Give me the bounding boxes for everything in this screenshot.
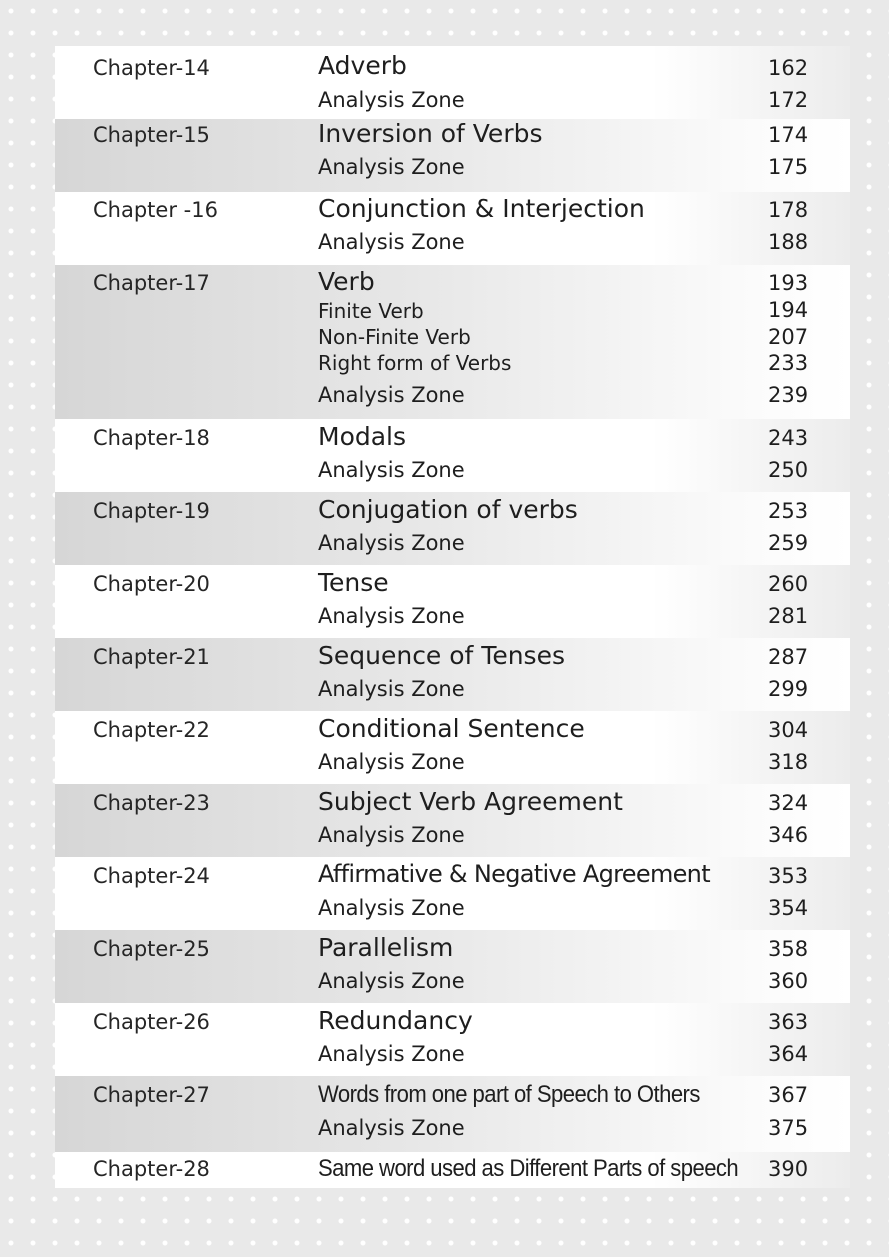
chapter-label: Chapter-24: [93, 864, 210, 888]
entry-title: Analysis Zone: [318, 88, 465, 112]
entry-title: Subject Verb Agreement: [318, 787, 623, 816]
toc-row-chapter-14: [55, 46, 850, 119]
entry-page: 281: [768, 604, 809, 628]
entry-page: 353: [768, 864, 809, 888]
entry-page: 260: [768, 572, 809, 596]
entry-page: 188: [768, 230, 809, 254]
entry-title: Analysis Zone: [318, 750, 465, 774]
chapter-label: Chapter-21: [93, 645, 210, 669]
entry-title: Redundancy: [318, 1006, 473, 1035]
entry-page: 253: [768, 499, 809, 523]
chapter-label: Chapter-27: [93, 1083, 210, 1107]
entry-page: 250: [768, 458, 809, 482]
entry-title: Conditional Sentence: [318, 714, 585, 743]
toc-row-chapter-24: [55, 857, 850, 930]
entry-page: 375: [768, 1116, 809, 1140]
entry-title: Words from one part of Speech to Others: [318, 1081, 700, 1108]
entry-title: Conjugation of verbs: [318, 495, 578, 524]
chapter-label: Chapter -16: [93, 198, 218, 222]
entry-title: Inversion of Verbs: [318, 119, 543, 148]
toc-row-chapter-15: [55, 119, 850, 192]
toc-row-chapter-28: [55, 1152, 850, 1188]
toc-row-chapter-17: [55, 265, 850, 419]
entry-page: 233: [768, 351, 809, 375]
chapter-label: Chapter-28: [93, 1157, 210, 1181]
entry-title: Same word used as Different Parts of speech: [318, 1155, 739, 1182]
entry-title: Non-Finite Verb: [318, 325, 471, 349]
toc-row-chapter-21: [55, 638, 850, 711]
entry-page: 193: [768, 271, 809, 295]
toc-row-chapter-16: [55, 192, 850, 265]
entry-title: Analysis Zone: [318, 1116, 465, 1140]
entry-title: Conjunction & Interjection: [318, 194, 645, 223]
entry-page: 287: [768, 645, 809, 669]
entry-page: 318: [768, 750, 809, 774]
entry-title: Analysis Zone: [318, 155, 465, 179]
entry-title: Analysis Zone: [318, 383, 465, 407]
entry-page: 367: [768, 1083, 809, 1107]
toc-row-chapter-27: [55, 1076, 850, 1152]
entry-page: 178: [768, 198, 809, 222]
toc-row-chapter-20: [55, 565, 850, 638]
chapter-label: Chapter-25: [93, 937, 210, 961]
entry-title: Analysis Zone: [318, 896, 465, 920]
chapter-label: Chapter-26: [93, 1010, 210, 1034]
entry-page: 354: [768, 896, 809, 920]
entry-page: 299: [768, 677, 809, 701]
chapter-label: Chapter-18: [93, 426, 210, 450]
toc-row-chapter-26: [55, 1003, 850, 1076]
entry-page: 324: [768, 791, 809, 815]
entry-title: Analysis Zone: [318, 823, 465, 847]
table-of-contents: [55, 46, 850, 1188]
toc-row-chapter-18: [55, 419, 850, 492]
entry-page: 243: [768, 426, 809, 450]
entry-title: Right form of Verbs: [318, 351, 512, 375]
entry-title: Parallelism: [318, 933, 454, 962]
entry-title: Analysis Zone: [318, 230, 465, 254]
entry-title: Analysis Zone: [318, 604, 465, 628]
entry-page: 207: [768, 325, 809, 349]
entry-page: 390: [768, 1157, 809, 1181]
entry-title: Modals: [318, 422, 407, 451]
entry-page: 259: [768, 531, 809, 555]
toc-row-chapter-19: [55, 492, 850, 565]
chapter-label: Chapter-19: [93, 499, 210, 523]
entry-page: 194: [768, 298, 809, 322]
entry-page: 363: [768, 1010, 809, 1034]
entry-title: Sequence of Tenses: [318, 641, 565, 670]
entry-title: Verb: [318, 267, 375, 296]
chapter-label: Chapter-23: [93, 791, 210, 815]
chapter-label: Chapter-14: [93, 56, 210, 80]
entry-page: 174: [768, 123, 809, 147]
entry-title: Analysis Zone: [318, 531, 465, 555]
chapter-label: Chapter-15: [93, 123, 210, 147]
chapter-label: Chapter-17: [93, 271, 210, 295]
entry-title: Affirmative & Negative Agreement: [318, 860, 710, 888]
entry-page: 360: [768, 969, 809, 993]
entry-page: 239: [768, 383, 809, 407]
entry-page: 172: [768, 88, 809, 112]
chapter-label: Chapter-20: [93, 572, 210, 596]
entry-page: 162: [768, 56, 809, 80]
entry-title: Analysis Zone: [318, 677, 465, 701]
entry-title: Analysis Zone: [318, 969, 465, 993]
entry-page: 358: [768, 937, 809, 961]
toc-row-chapter-23: [55, 784, 850, 857]
entry-title: Tense: [318, 568, 389, 597]
entry-title: Adverb: [318, 51, 407, 80]
entry-page: 175: [768, 155, 809, 179]
entry-page: 346: [768, 823, 809, 847]
entry-title: Analysis Zone: [318, 458, 465, 482]
entry-title: Finite Verb: [318, 299, 424, 323]
entry-title: Analysis Zone: [318, 1042, 465, 1066]
entry-page: 364: [768, 1042, 809, 1066]
chapter-label: Chapter-22: [93, 718, 210, 742]
toc-row-chapter-25: [55, 930, 850, 1003]
toc-row-chapter-22: [55, 711, 850, 784]
entry-page: 304: [768, 718, 809, 742]
